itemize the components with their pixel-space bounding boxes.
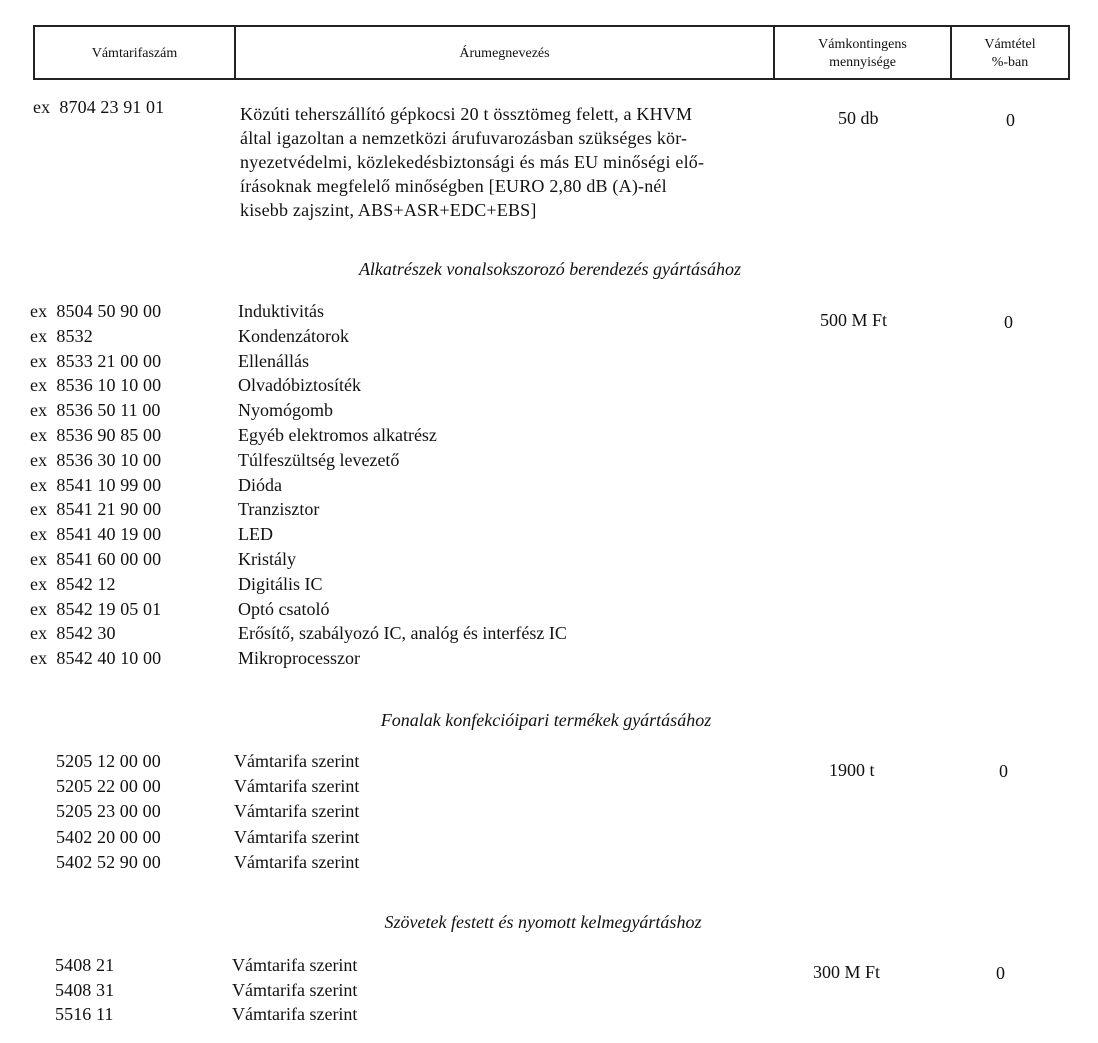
item-description: Erősítő, szabályozó IC, analóg és interfész IC — [238, 623, 567, 644]
item-code: 5205 22 00 00 — [56, 776, 161, 797]
row-truck-rate: 0 — [1006, 110, 1015, 130]
item-code: ex 8542 12 — [30, 573, 116, 594]
description-line: által igazoltan a nemzetközi árufuvarozásban szükséges kör- — [240, 128, 688, 148]
item-code: ex 8542 40 10 00 — [30, 648, 162, 669]
section-components-quota: 500 M Ft — [820, 310, 888, 330]
item-description: Nyomógomb — [238, 400, 334, 421]
item-description: LED — [238, 524, 273, 545]
item-code: ex 8541 10 99 00 — [30, 474, 162, 495]
item-code: ex 8542 30 — [30, 623, 116, 644]
table-header — [33, 25, 1070, 80]
item-description: Egyéb elektromos alkatrész — [238, 425, 437, 445]
item-code: 5408 21 — [55, 955, 115, 975]
section-title-components: Alkatrészek vonalsokszorozó berendezés gyártásához — [358, 259, 742, 279]
row-truck-code: ex 8704 23 91 01 — [33, 97, 165, 117]
item-description: Tranzisztor — [238, 499, 320, 520]
item-description: Túlfeszültség levezető — [238, 449, 400, 470]
item-description: Vámtarifa szerint — [234, 826, 360, 847]
item-description: Vámtarifa szerint — [234, 851, 360, 872]
item-code: 5402 52 90 00 — [56, 851, 161, 872]
item-description: Mikroprocesszor — [238, 648, 360, 669]
item-code: ex 8541 40 19 00 — [30, 524, 162, 545]
section-yarns-quota: 1900 t — [829, 760, 875, 780]
item-code: ex 8532 — [30, 325, 93, 346]
header-duty-rate: Vámtétel %-ban — [984, 37, 1036, 70]
item-code: ex 8536 90 85 00 — [30, 425, 162, 445]
section-title-yarns: Fonalak konfekcióipari termékek gyártásához — [380, 710, 712, 730]
item-description: Vámtarifa szerint — [232, 955, 358, 975]
item-code: ex 8542 19 05 01 — [30, 598, 162, 619]
item-description: Optó csatoló — [238, 598, 330, 619]
item-description: Vámtarifa szerint — [234, 801, 360, 822]
item-description: Ellenállás — [238, 350, 309, 371]
section-yarns-rate: 0 — [999, 761, 1008, 781]
item-description: Vámtarifa szerint — [234, 751, 360, 771]
header-product-name: Árumegnevezés — [236, 27, 775, 78]
item-code: 5205 23 00 00 — [56, 801, 161, 822]
item-code: ex 8536 10 10 00 — [30, 375, 162, 396]
description-line: kisebb zajszint, ABS+ASR+EDC+EBS] — [240, 200, 537, 220]
item-code: ex 8533 21 00 00 — [30, 350, 162, 371]
section-components-rate: 0 — [1004, 312, 1013, 332]
item-code: 5516 11 — [55, 1004, 114, 1024]
item-code: 5408 31 — [55, 979, 115, 1000]
header-tariff-number: Vámtarifaszám — [35, 27, 236, 78]
item-description: Kondenzátorok — [238, 325, 349, 346]
item-description: Digitális IC — [238, 573, 323, 594]
item-description: Induktivitás — [238, 301, 324, 321]
description-line: nyezetvédelmi, közlekedésbiztonsági és más EU minőségi elő- — [240, 152, 705, 172]
item-code: ex 8541 60 00 00 — [30, 549, 162, 569]
item-code: 5205 12 00 00 — [56, 751, 161, 771]
section-title-fabrics: Szövetek festett és nyomott kelmegyártáshoz — [384, 912, 702, 932]
description-line: írásoknak megfelelő minőségben [EURO 2,80 dB (A)-nél — [240, 176, 667, 196]
row-truck-quota: 50 db — [838, 108, 879, 128]
item-code: ex 8536 50 11 00 — [30, 400, 161, 421]
item-code: 5402 20 00 00 — [56, 826, 161, 847]
item-description: Olvadóbiztosíték — [238, 375, 361, 396]
item-code: ex 8504 50 90 00 — [30, 301, 162, 321]
item-code: ex 8541 21 90 00 — [30, 499, 162, 520]
section-fabrics-rate: 0 — [996, 963, 1005, 983]
item-description: Kristály — [238, 549, 296, 569]
row-truck-description — [240, 102, 776, 222]
item-code: ex 8536 30 10 00 — [30, 449, 162, 470]
description-line: Közúti teherszállító gépkocsi 20 t össztömeg felett, a KHVM — [240, 104, 693, 124]
item-description: Dióda — [238, 474, 282, 495]
item-description: Vámtarifa szerint — [234, 776, 360, 797]
header-quota-amount: Vámkontingens mennyisége — [775, 27, 952, 78]
item-description: Vámtarifa szerint — [232, 979, 358, 1000]
section-fabrics-quota: 300 M Ft — [813, 962, 881, 982]
item-description: Vámtarifa szerint — [232, 1004, 358, 1024]
